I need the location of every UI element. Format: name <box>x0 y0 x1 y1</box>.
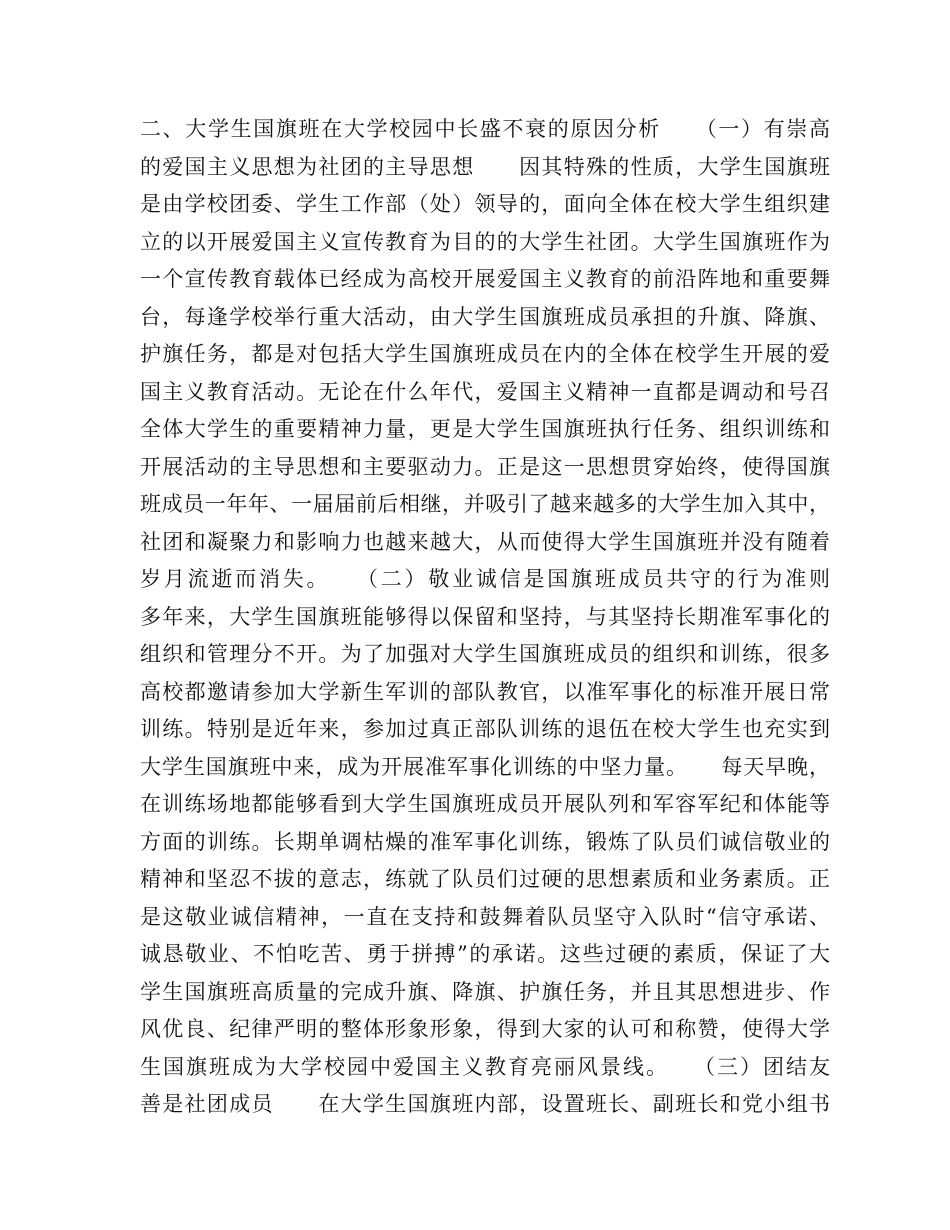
text-line: 全体大学生的重要精神力量，更是大学生国旗班执行任务、组织训练和 <box>140 417 830 441</box>
text-line: 二、大学生国旗班在大学校园中长盛不衰的原因分析 （一）有崇高 <box>140 117 830 141</box>
text-line: 护旗任务，都是对包括大学生国旗班成员在内的全体在校学生开展的爱 <box>140 342 830 366</box>
text-line: 立的以开展爱国主义宣传教育为目的的大学生社团。大学生国旗班作为 <box>140 229 830 254</box>
text-line: 在训练场地都能够看到大学生国旗班成员开展队列和军容军纪和体能等 <box>140 792 830 816</box>
text-line: 开展活动的主导思想和主要驱动力。正是这一思想贯穿始终，使得国旗 <box>140 454 830 479</box>
text-line: 组织和管理分不开。为了加强对大学生国旗班成员的组织和训练，很多 <box>140 642 830 666</box>
text-line: 诚恳敬业、不怕吃苦、勇于拼搏”的承诺。这些过硬的素质，保证了大 <box>140 942 830 966</box>
text-line: 方面的训练。长期单调枯燥的准军事化训练，锻炼了队员们诚信敬业的 <box>140 829 830 854</box>
text-line: 是由学校团委、学生工作部（处）领导的，面向全体在校大学生组织建 <box>140 192 830 216</box>
text-line: 大学生国旗班中来，成为开展准军事化训练的中坚力量。 每天早晚， <box>140 754 830 779</box>
text-line: 学生国旗班高质量的完成升旗、降旗、护旗任务，并且其思想进步、作 <box>140 979 830 1004</box>
text-line: 社团和凝聚力和影响力也越来越大，从而使得大学生国旗班并没有随着 <box>140 529 830 554</box>
text-line: 班成员一年年、一届届前后相继，并吸引了越来越多的大学生加入其中， <box>140 492 830 516</box>
text-line: 高校都邀请参加大学新生军训的部队教官，以准军事化的标准开展日常 <box>140 679 830 704</box>
text-line: 国主义教育活动。无论在什么年代，爱国主义精神一直都是调动和号召 <box>140 379 830 404</box>
text-line: 岁月流逝而消失。 （二）敬业诚信是国旗班成员共守的行为准则 <box>140 567 830 591</box>
text-line: 风优良、纪律严明的整体形象形象，得到大家的认可和称赞，使得大学 <box>140 1017 830 1041</box>
text-line: 一个宣传教育载体已经成为高校开展爱国主义教育的前沿阵地和重要舞 <box>140 267 830 291</box>
text-line: 精神和坚忍不拔的意志，练就了队员们过硬的思想素质和业务素质。正 <box>140 867 830 891</box>
text-line: 善是社团成员 在大学生国旗班内部，设置班长、副班长和党小组书 <box>140 1092 830 1116</box>
text-line: 的爱国主义思想为社团的主导思想 因其特殊的性质，大学生国旗班 <box>140 154 830 179</box>
text-line: 训练。特别是近年来，参加过真正部队训练的退伍在校大学生也充实到 <box>140 717 830 741</box>
text-line: 台，每逢学校举行重大活动，由大学生国旗班成员承担的升旗、降旗、 <box>140 304 830 329</box>
text-line: 是这敬业诚信精神，一直在支持和鼓舞着队员坚守入队时“信守承诺、 <box>140 904 830 929</box>
text-line: 生国旗班成为大学校园中爱国主义教育亮丽风景线。 （三）团结友 <box>140 1054 830 1079</box>
text-line: 多年来，大学生国旗班能够得以保留和坚持，与其坚持长期准军事化的 <box>140 604 830 629</box>
body-text <box>140 111 830 1124</box>
